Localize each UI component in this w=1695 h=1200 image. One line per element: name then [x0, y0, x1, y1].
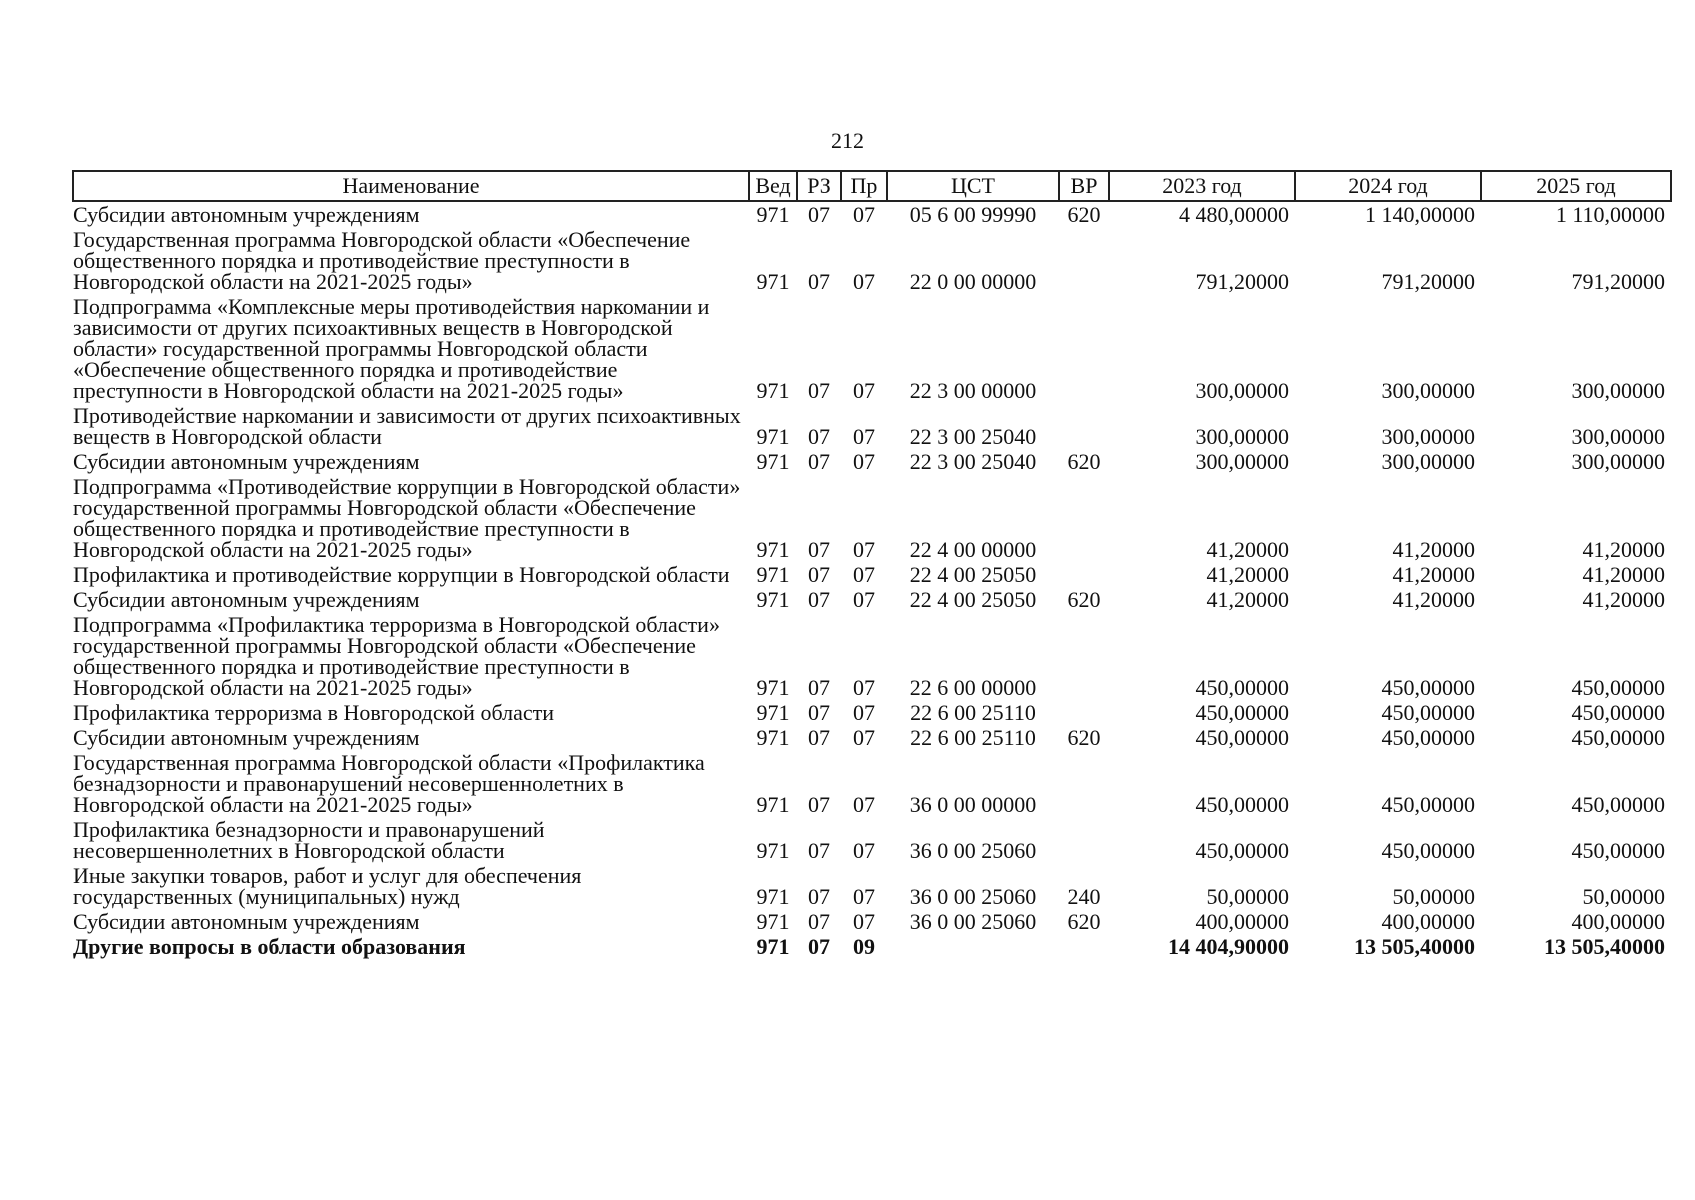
header-2025: 2025 год	[1481, 171, 1671, 201]
cell-2025: 450,00000	[1571, 675, 1665, 700]
cell-vr	[1059, 227, 1109, 294]
cell-vr	[1059, 934, 1109, 959]
cell-cst: 22 6 00 25110	[910, 700, 1036, 725]
cell-2025: 450,00000	[1571, 838, 1665, 863]
cell-2024: 450,00000	[1381, 792, 1475, 817]
cell-name: Иные закупки товаров, работ и услуг для обеспечения государственных (муниципальных) нужд	[73, 863, 582, 909]
cell-ved: 971	[756, 792, 790, 817]
cell-ved: 971	[756, 700, 790, 725]
cell-2025: 450,00000	[1571, 700, 1665, 725]
cell-2024: 41,20000	[1392, 537, 1475, 562]
cell-2024: 50,00000	[1392, 884, 1475, 909]
cell-2024: 450,00000	[1381, 675, 1475, 700]
cell-ved: 971	[756, 725, 790, 750]
cell-ved: 971	[756, 909, 790, 934]
cell-2025: 41,20000	[1582, 562, 1665, 587]
cell-cst: 22 3 00 25040	[909, 449, 1037, 474]
cell-pr: 07	[853, 700, 875, 725]
cell-rz: 07	[808, 725, 830, 750]
cell-2024: 300,00000	[1381, 424, 1475, 449]
budget-table	[72, 170, 1672, 959]
cell-cst: 22 0 00 00000	[909, 269, 1037, 294]
cell-2024: 300,00000	[1381, 378, 1475, 403]
header-2024: 2024 год	[1295, 171, 1481, 201]
cell-cst: 05 6 00 99990	[909, 202, 1037, 227]
cell-pr: 07	[853, 449, 875, 474]
cell-cst: 22 6 00 00000	[909, 675, 1037, 700]
cell-ved: 971	[756, 269, 790, 294]
cell-name: Субсидии автономным учреждениям	[73, 725, 420, 750]
cell-name: Субсидии автономным учреждениям	[73, 202, 420, 227]
cell-rz: 07	[808, 202, 830, 227]
table-body	[73, 201, 1671, 959]
cell-2023: 450,00000	[1195, 792, 1289, 817]
cell-ved: 971	[756, 562, 790, 587]
cell-2023: 4 480,00000	[1179, 202, 1289, 227]
cell-2023: 400,00000	[1195, 909, 1289, 934]
table-row	[73, 562, 1671, 587]
cell-2025: 41,20000	[1582, 587, 1665, 612]
cell-cst: 22 3 00 00000	[909, 378, 1037, 403]
cell-pr: 09	[853, 934, 875, 959]
cell-2025: 400,00000	[1571, 909, 1665, 934]
cell-2023: 41,20000	[1206, 562, 1289, 587]
cell-rz: 07	[808, 424, 830, 449]
cell-vr	[1059, 750, 1109, 817]
cell-name: Профилактика безнадзорности и правонарушений несовершеннолетних в Новгородской области	[73, 817, 545, 863]
cell-name: Государственная программа Новгородской области «Профилактика безнадзорности и правонарушений несовершеннолетних в Новгородской области на 2021-2025 годы»	[73, 750, 705, 817]
cell-pr: 07	[853, 202, 875, 227]
table-row	[73, 449, 1671, 474]
cell-name: Противодействие наркомании и зависимости от других психоактивных веществ в Новгородской области	[73, 403, 741, 449]
cell-rz: 07	[808, 537, 830, 562]
cell-vr	[1059, 403, 1109, 449]
cell-2023: 50,00000	[1206, 884, 1289, 909]
cell-rz: 07	[808, 675, 830, 700]
table-row	[73, 403, 1671, 449]
cell-2024: 450,00000	[1381, 838, 1475, 863]
cell-cst: 36 0 00 25060	[909, 838, 1037, 863]
cell-cst: 22 4 00 00000	[909, 537, 1037, 562]
table-row	[73, 934, 1671, 959]
cell-2025: 791,20000	[1571, 269, 1665, 294]
cell-2025: 41,20000	[1582, 537, 1665, 562]
cell-2025: 450,00000	[1571, 725, 1665, 750]
table-row	[73, 227, 1671, 294]
cell-2023: 14 404,90000	[1168, 934, 1289, 959]
header-vr: ВР	[1059, 171, 1109, 201]
header-ved: Вед	[749, 171, 797, 201]
header-pr: Пр	[841, 171, 887, 201]
cell-ved: 971	[756, 675, 790, 700]
cell-name: Профилактика терроризма в Новгородской области	[73, 700, 554, 725]
cell-2023: 300,00000	[1195, 424, 1289, 449]
cell-pr: 07	[853, 792, 875, 817]
cell-rz: 07	[808, 449, 830, 474]
cell-cst: 22 6 00 25110	[910, 725, 1036, 750]
cell-rz: 07	[808, 792, 830, 817]
cell-pr: 07	[853, 269, 875, 294]
cell-cst: 36 0 00 25060	[909, 909, 1037, 934]
cell-2024: 13 505,40000	[1354, 934, 1475, 959]
cell-ved: 971	[756, 537, 790, 562]
cell-2023: 450,00000	[1195, 675, 1289, 700]
table-row	[73, 612, 1671, 700]
cell-name: Подпрограмма «Профилактика терроризма в Новгородской области» государственной программы Новгородской области «Обеспечение общественного порядка и противодействие преступности в Новгородской области на 2021-2025 годы»	[73, 612, 720, 700]
table-row	[73, 909, 1671, 934]
cell-pr: 07	[853, 675, 875, 700]
cell-pr: 07	[853, 537, 875, 562]
table-row	[73, 750, 1671, 817]
cell-2023: 450,00000	[1195, 700, 1289, 725]
cell-rz: 07	[808, 909, 830, 934]
cell-name: Профилактика и противодействие коррупции в Новгородской области	[73, 562, 730, 587]
cell-vr: 240	[1067, 884, 1101, 909]
cell-cst: 36 0 00 00000	[909, 792, 1037, 817]
cell-2025: 300,00000	[1571, 424, 1665, 449]
cell-2023: 41,20000	[1206, 537, 1289, 562]
header-row	[73, 171, 1671, 201]
table-row	[73, 863, 1671, 909]
cell-vr: 620	[1067, 449, 1101, 474]
cell-rz: 07	[808, 562, 830, 587]
cell-2024: 1 140,00000	[1365, 202, 1475, 227]
cell-2024: 450,00000	[1381, 700, 1475, 725]
page-number: 212	[831, 128, 864, 153]
cell-pr: 07	[853, 424, 875, 449]
cell-pr: 07	[853, 838, 875, 863]
cell-ved: 971	[756, 424, 790, 449]
cell-2024: 400,00000	[1381, 909, 1475, 934]
cell-vr	[1059, 817, 1109, 863]
header-rz: РЗ	[797, 171, 841, 201]
cell-rz: 07	[808, 884, 830, 909]
cell-name: Субсидии автономным учреждениям	[73, 449, 420, 474]
cell-2024: 300,00000	[1381, 449, 1475, 474]
cell-vr: 620	[1067, 909, 1101, 934]
cell-rz: 07	[808, 587, 830, 612]
table-row	[73, 294, 1671, 403]
cell-ved: 971	[756, 884, 790, 909]
cell-pr: 07	[853, 909, 875, 934]
cell-name: Субсидии автономным учреждениям	[73, 587, 420, 612]
cell-2025: 13 505,40000	[1544, 934, 1665, 959]
cell-rz: 07	[808, 934, 830, 959]
cell-pr: 07	[853, 378, 875, 403]
budget-table-wrapper	[72, 170, 1670, 959]
cell-2023: 300,00000	[1195, 378, 1289, 403]
cell-2023: 41,20000	[1206, 587, 1289, 612]
cell-2023: 791,20000	[1195, 269, 1289, 294]
cell-vr	[1059, 474, 1109, 562]
cell-cst: 22 3 00 25040	[909, 424, 1037, 449]
cell-vr: 620	[1067, 587, 1101, 612]
cell-2025: 450,00000	[1571, 792, 1665, 817]
header-name: Наименование	[73, 171, 749, 201]
cell-pr: 07	[853, 562, 875, 587]
cell-name: Подпрограмма «Комплексные меры противодействия наркомании и зависимости от других психоактивных веществ в Новгородской области» государственной программы Новгородской области «Обеспечение общественного порядка и противодействие преступности в Новгородской области на 2021-2025 годы»	[73, 294, 710, 403]
cell-vr	[1059, 700, 1109, 725]
cell-2024: 41,20000	[1392, 587, 1475, 612]
cell-ved: 971	[756, 378, 790, 403]
cell-2025: 300,00000	[1571, 378, 1665, 403]
header-cst: ЦСТ	[887, 171, 1059, 201]
cell-rz: 07	[808, 838, 830, 863]
cell-cst: 36 0 00 25060	[909, 884, 1037, 909]
cell-2023: 450,00000	[1195, 838, 1289, 863]
cell-vr	[1059, 562, 1109, 587]
cell-pr: 07	[853, 725, 875, 750]
table-row	[73, 817, 1671, 863]
cell-ved: 971	[756, 202, 790, 227]
cell-pr: 07	[853, 884, 875, 909]
cell-vr: 620	[1067, 725, 1101, 750]
cell-name: Государственная программа Новгородской области «Обеспечение общественного порядка и противодействие преступности в Новгородской области на 2021-2025 годы»	[73, 227, 691, 294]
cell-2023: 450,00000	[1195, 725, 1289, 750]
cell-ved: 971	[756, 934, 790, 959]
cell-2025: 1 110,00000	[1555, 202, 1665, 227]
cell-2025: 300,00000	[1571, 449, 1665, 474]
header-2023: 2023 год	[1109, 171, 1295, 201]
table-row	[73, 587, 1671, 612]
cell-rz: 07	[808, 269, 830, 294]
cell-vr	[1059, 612, 1109, 700]
cell-ved: 971	[756, 587, 790, 612]
cell-name: Субсидии автономным учреждениям	[73, 909, 420, 934]
table-row	[73, 700, 1671, 725]
cell-ved: 971	[756, 449, 790, 474]
cell-vr: 620	[1067, 202, 1101, 227]
table-row	[73, 474, 1671, 562]
cell-2024: 41,20000	[1392, 562, 1475, 587]
cell-rz: 07	[808, 700, 830, 725]
table-row	[73, 201, 1671, 227]
cell-cst: 22 4 00 25050	[909, 587, 1037, 612]
table-row	[73, 725, 1671, 750]
cell-rz: 07	[808, 378, 830, 403]
cell-vr	[1059, 294, 1109, 403]
cell-cst	[887, 934, 1059, 959]
cell-name: Подпрограмма «Противодействие коррупции в Новгородской области» государственной программы Новгородской области «Обеспечение общественного порядка и противодействие преступности в Новгородской области на 2021-2025 годы»	[73, 474, 741, 562]
cell-name: Другие вопросы в области образования	[73, 934, 466, 959]
cell-2025: 50,00000	[1582, 884, 1665, 909]
cell-2023: 300,00000	[1195, 449, 1289, 474]
cell-ved: 971	[756, 838, 790, 863]
table-header	[73, 171, 1671, 201]
cell-cst: 22 4 00 25050	[909, 562, 1037, 587]
cell-2024: 450,00000	[1381, 725, 1475, 750]
cell-pr: 07	[853, 587, 875, 612]
cell-2024: 791,20000	[1381, 269, 1475, 294]
